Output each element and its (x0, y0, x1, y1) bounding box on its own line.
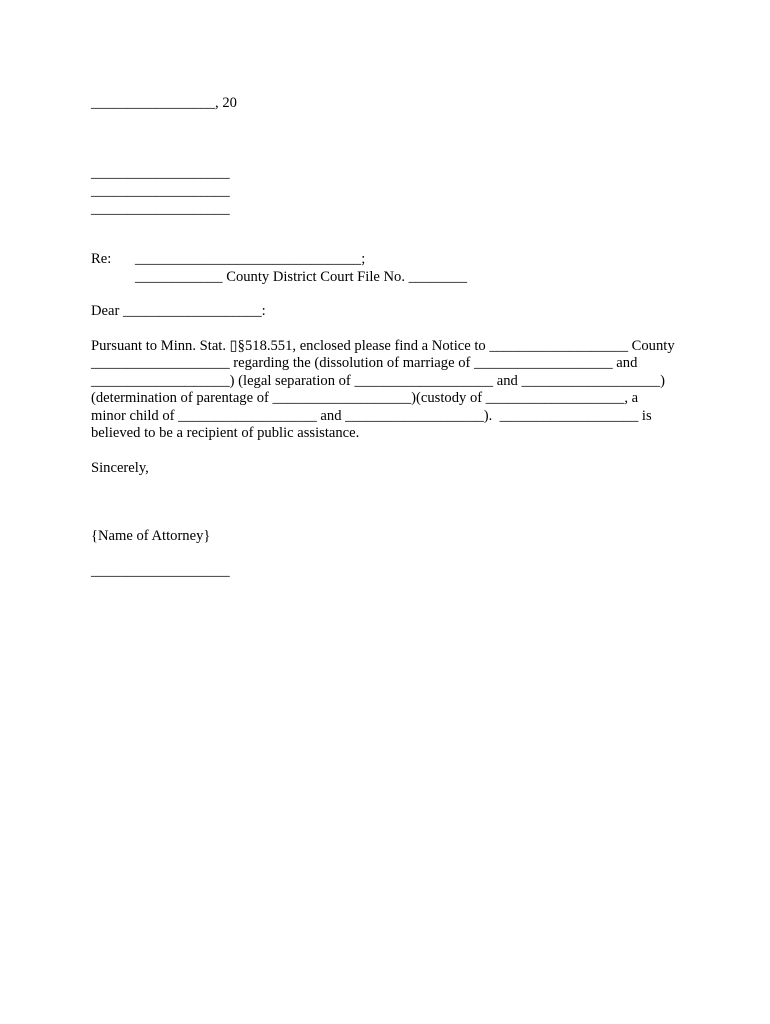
body-line: ___________________) (legal separation of ___________________ and ___________________) (91, 372, 665, 389)
re-subject-line: _______________________________; (135, 251, 366, 267)
body-line: believed to be a recipient of public assistance. (91, 425, 360, 442)
body-line: ___________________ regarding the (dissolution of marriage of ___________________ and (91, 355, 638, 372)
attorney-name: {Name of Attorney} (91, 528, 211, 544)
body-line: (determination of parentage of ___________________)(custody of ___________________, a (91, 390, 639, 407)
salutation: Dear ___________________: (91, 303, 266, 319)
date-line: _________________, 20 (91, 95, 237, 111)
re-court-file-line: ____________ County District Court File No. ________ (135, 269, 468, 285)
address-line: ___________________ (91, 183, 230, 199)
body-line: minor child of ___________________ and ___________________). ___________________ is (91, 407, 652, 424)
closing: Sincerely, (91, 460, 149, 476)
address-line: ___________________ (91, 165, 230, 181)
body-paragraph (91, 338, 691, 442)
re-label: Re: (91, 251, 112, 267)
signature-line: ___________________ (91, 563, 230, 579)
address-line: ___________________ (91, 201, 230, 217)
body-line: Pursuant to Minn. Stat. ▯§518.551, enclosed please find a Notice to ___________________ County (91, 338, 675, 354)
